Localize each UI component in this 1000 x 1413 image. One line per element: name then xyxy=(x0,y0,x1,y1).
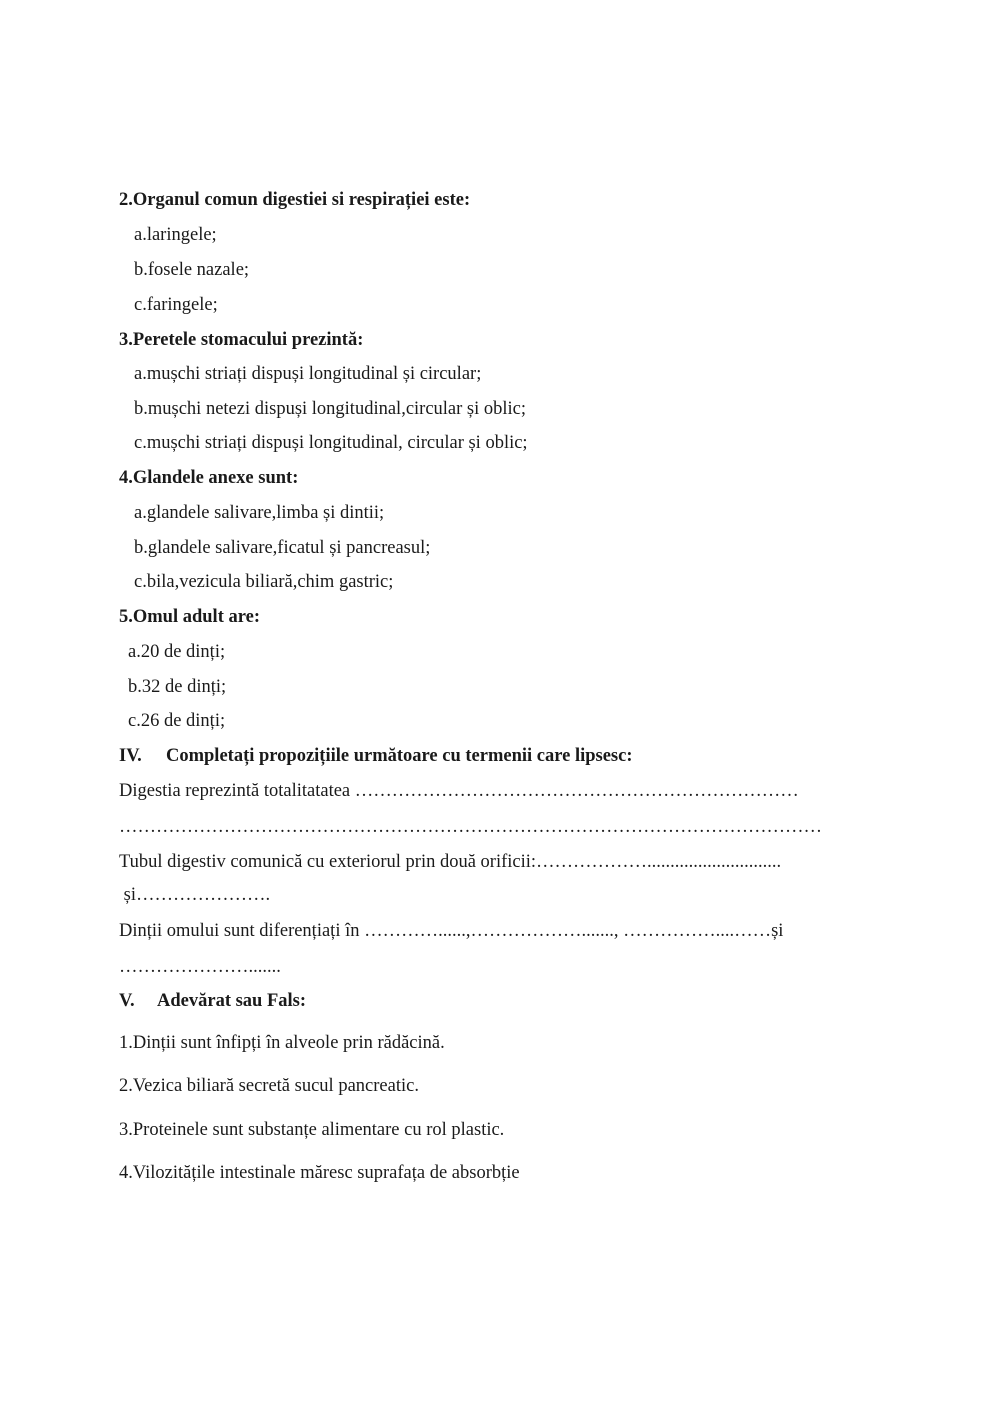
question-5-option-b: b.32 de dinți; xyxy=(128,677,227,697)
question-3-option-c: c.mușchi striați dispuși longitudinal, circular și oblic; xyxy=(134,433,528,453)
question-3-option-b: b.mușchi netezi dispuși longitudinal,circular și oblic; xyxy=(134,399,527,419)
question-3-option-a: a.mușchi striați dispuși longitudinal și circular; xyxy=(134,364,482,384)
section-5-number: V. xyxy=(119,991,135,1011)
fill-in-line-4: și…………………. xyxy=(119,885,271,905)
question-2-option-a: a.laringele; xyxy=(134,225,217,245)
section-4-heading xyxy=(119,745,633,767)
fill-in-line-1: Digestia reprezintă totalitatatea ……………………………………………………………… xyxy=(119,781,799,801)
section-5-title: Adevărat sau Fals: xyxy=(157,991,307,1011)
section-4-title: Completați propozițiile următoare cu termenii care lipsesc: xyxy=(166,746,633,766)
question-5-option-a: a.20 de dinți; xyxy=(128,642,226,662)
question-5-title: 5.Omul adult are: xyxy=(119,607,260,627)
true-false-statement-4: 4.Vilozitățile intestinale măresc suprafața de absorbție xyxy=(119,1163,520,1183)
question-4-option-a: a.glandele salivare,limba și dintii; xyxy=(134,503,385,523)
fill-in-line-6: …………………....... xyxy=(119,957,281,977)
true-false-statement-3: 3.Proteinele sunt substanțe alimentare cu rol plastic. xyxy=(119,1120,505,1140)
question-4-title: 4.Glandele anexe sunt: xyxy=(119,468,299,488)
question-4-option-c: c.bila,vezicula biliară,chim gastric; xyxy=(134,572,394,592)
question-5-option-c: c.26 de dinți; xyxy=(128,711,226,731)
true-false-statement-1: 1.Dinții sunt înfipți în alveole prin rădăcină. xyxy=(119,1033,445,1053)
true-false-statement-2: 2.Vezica biliară secretă sucul pancreatic. xyxy=(119,1076,419,1096)
question-3-title: 3.Peretele stomacului prezintă: xyxy=(119,330,364,350)
section-5-heading xyxy=(119,990,306,1012)
fill-in-line-3: Tubul digestiv comunică cu exteriorul prin două orificii:………………............................. xyxy=(119,852,782,872)
question-2-title: 2.Organul comun digestiei si respirației este: xyxy=(119,190,471,210)
question-2-option-b: b.fosele nazale; xyxy=(134,260,250,280)
question-4-option-b: b.glandele salivare,ficatul și pancreasul; xyxy=(134,538,431,558)
question-2-option-c: c.faringele; xyxy=(134,295,218,315)
section-4-number: IV. xyxy=(119,746,142,766)
fill-in-line-2: …………………………………………………………………………………………………… xyxy=(119,817,822,837)
fill-in-line-5: Dinții omului sunt diferențiați în …………......,………………......., ……………....……și xyxy=(119,921,784,941)
